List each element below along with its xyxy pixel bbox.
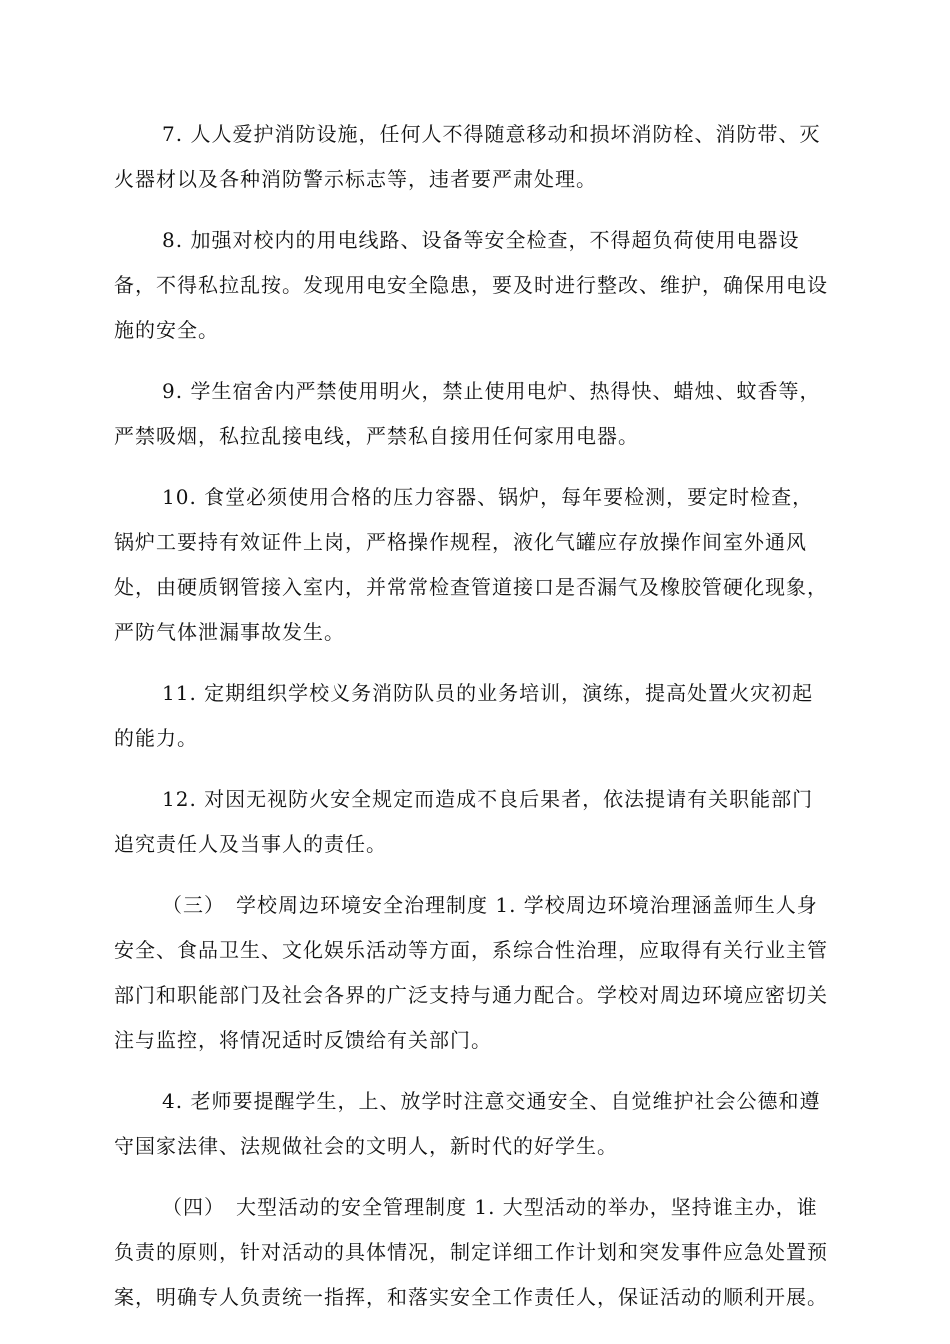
paragraph-item-11: 11. 定期组织学校义务消防队员的业务培训，演练，提高处置火灾初起的能力。 — [114, 681, 814, 750]
section-four-paragraph: （四） 大型活动的安全管理制度 1. 大型活动的举办，坚持谁主办，谁负责的原则，针对活动的具体情况，制定详细工作计划和突发事件应急处置预案，明确专人负责统一指挥，和落实安全工作责任人，保证活动的顺利开展。 — [114, 1195, 828, 1309]
paragraph-item-10: 10. 食堂必须使用合格的压力容器、锅炉，每年要检测，要定时检查，锅炉工要持有效证件上岗，严格操作规程，液化气罐应存放操作间室外通风处，由硬质钢管接入室内，并常常检查管道接口是否漏气及橡胶管硬化现象，严防气体泄漏事故发生。 — [114, 485, 828, 644]
paragraph-item-8: 8. 加强对校内的用电线路、设备等安全检查，不得超负荷使用电器设备，不得私拉乱按。发现用电安全隐患，要及时进行整改、维护，确保用电设施的安全。 — [114, 228, 828, 342]
paragraph-item-4: 4. 老师要提醒学生，上、放学时注意交通安全、自觉维护社会公德和遵守国家法律、法规做社会的文明人，新时代的好学生。 — [114, 1089, 821, 1158]
paragraph-item-7: 7. 人人爱护消防设施，任何人不得随意移动和损坏消防栓、消防带、灭火器材以及各种消防警示标志等，违者要严肃处理。 — [114, 122, 821, 191]
document-body — [114, 112, 832, 1320]
section-three-paragraph: （三） 学校周边环境安全治理制度 1. 学校周边环境治理涵盖师生人身安全、食品卫生、文化娱乐活动等方面，系综合性治理，应取得有关行业主管部门和职能部门及社会各界的广泛支持与通力配合。学校对周边环境应密切关注与监控，将情况适时反馈给有关部门。 — [114, 893, 828, 1052]
paragraph-item-9: 9. 学生宿舍内严禁使用明火，禁止使用电炉、热得快、蜡烛、蚊香等，严禁吸烟，私拉乱接电线，严禁私自接用任何家用电器。 — [114, 379, 821, 448]
paragraph-item-12: 12. 对因无视防火安全规定而造成不良后果者，依法提请有关职能部门追究责任人及当事人的责任。 — [114, 787, 814, 856]
